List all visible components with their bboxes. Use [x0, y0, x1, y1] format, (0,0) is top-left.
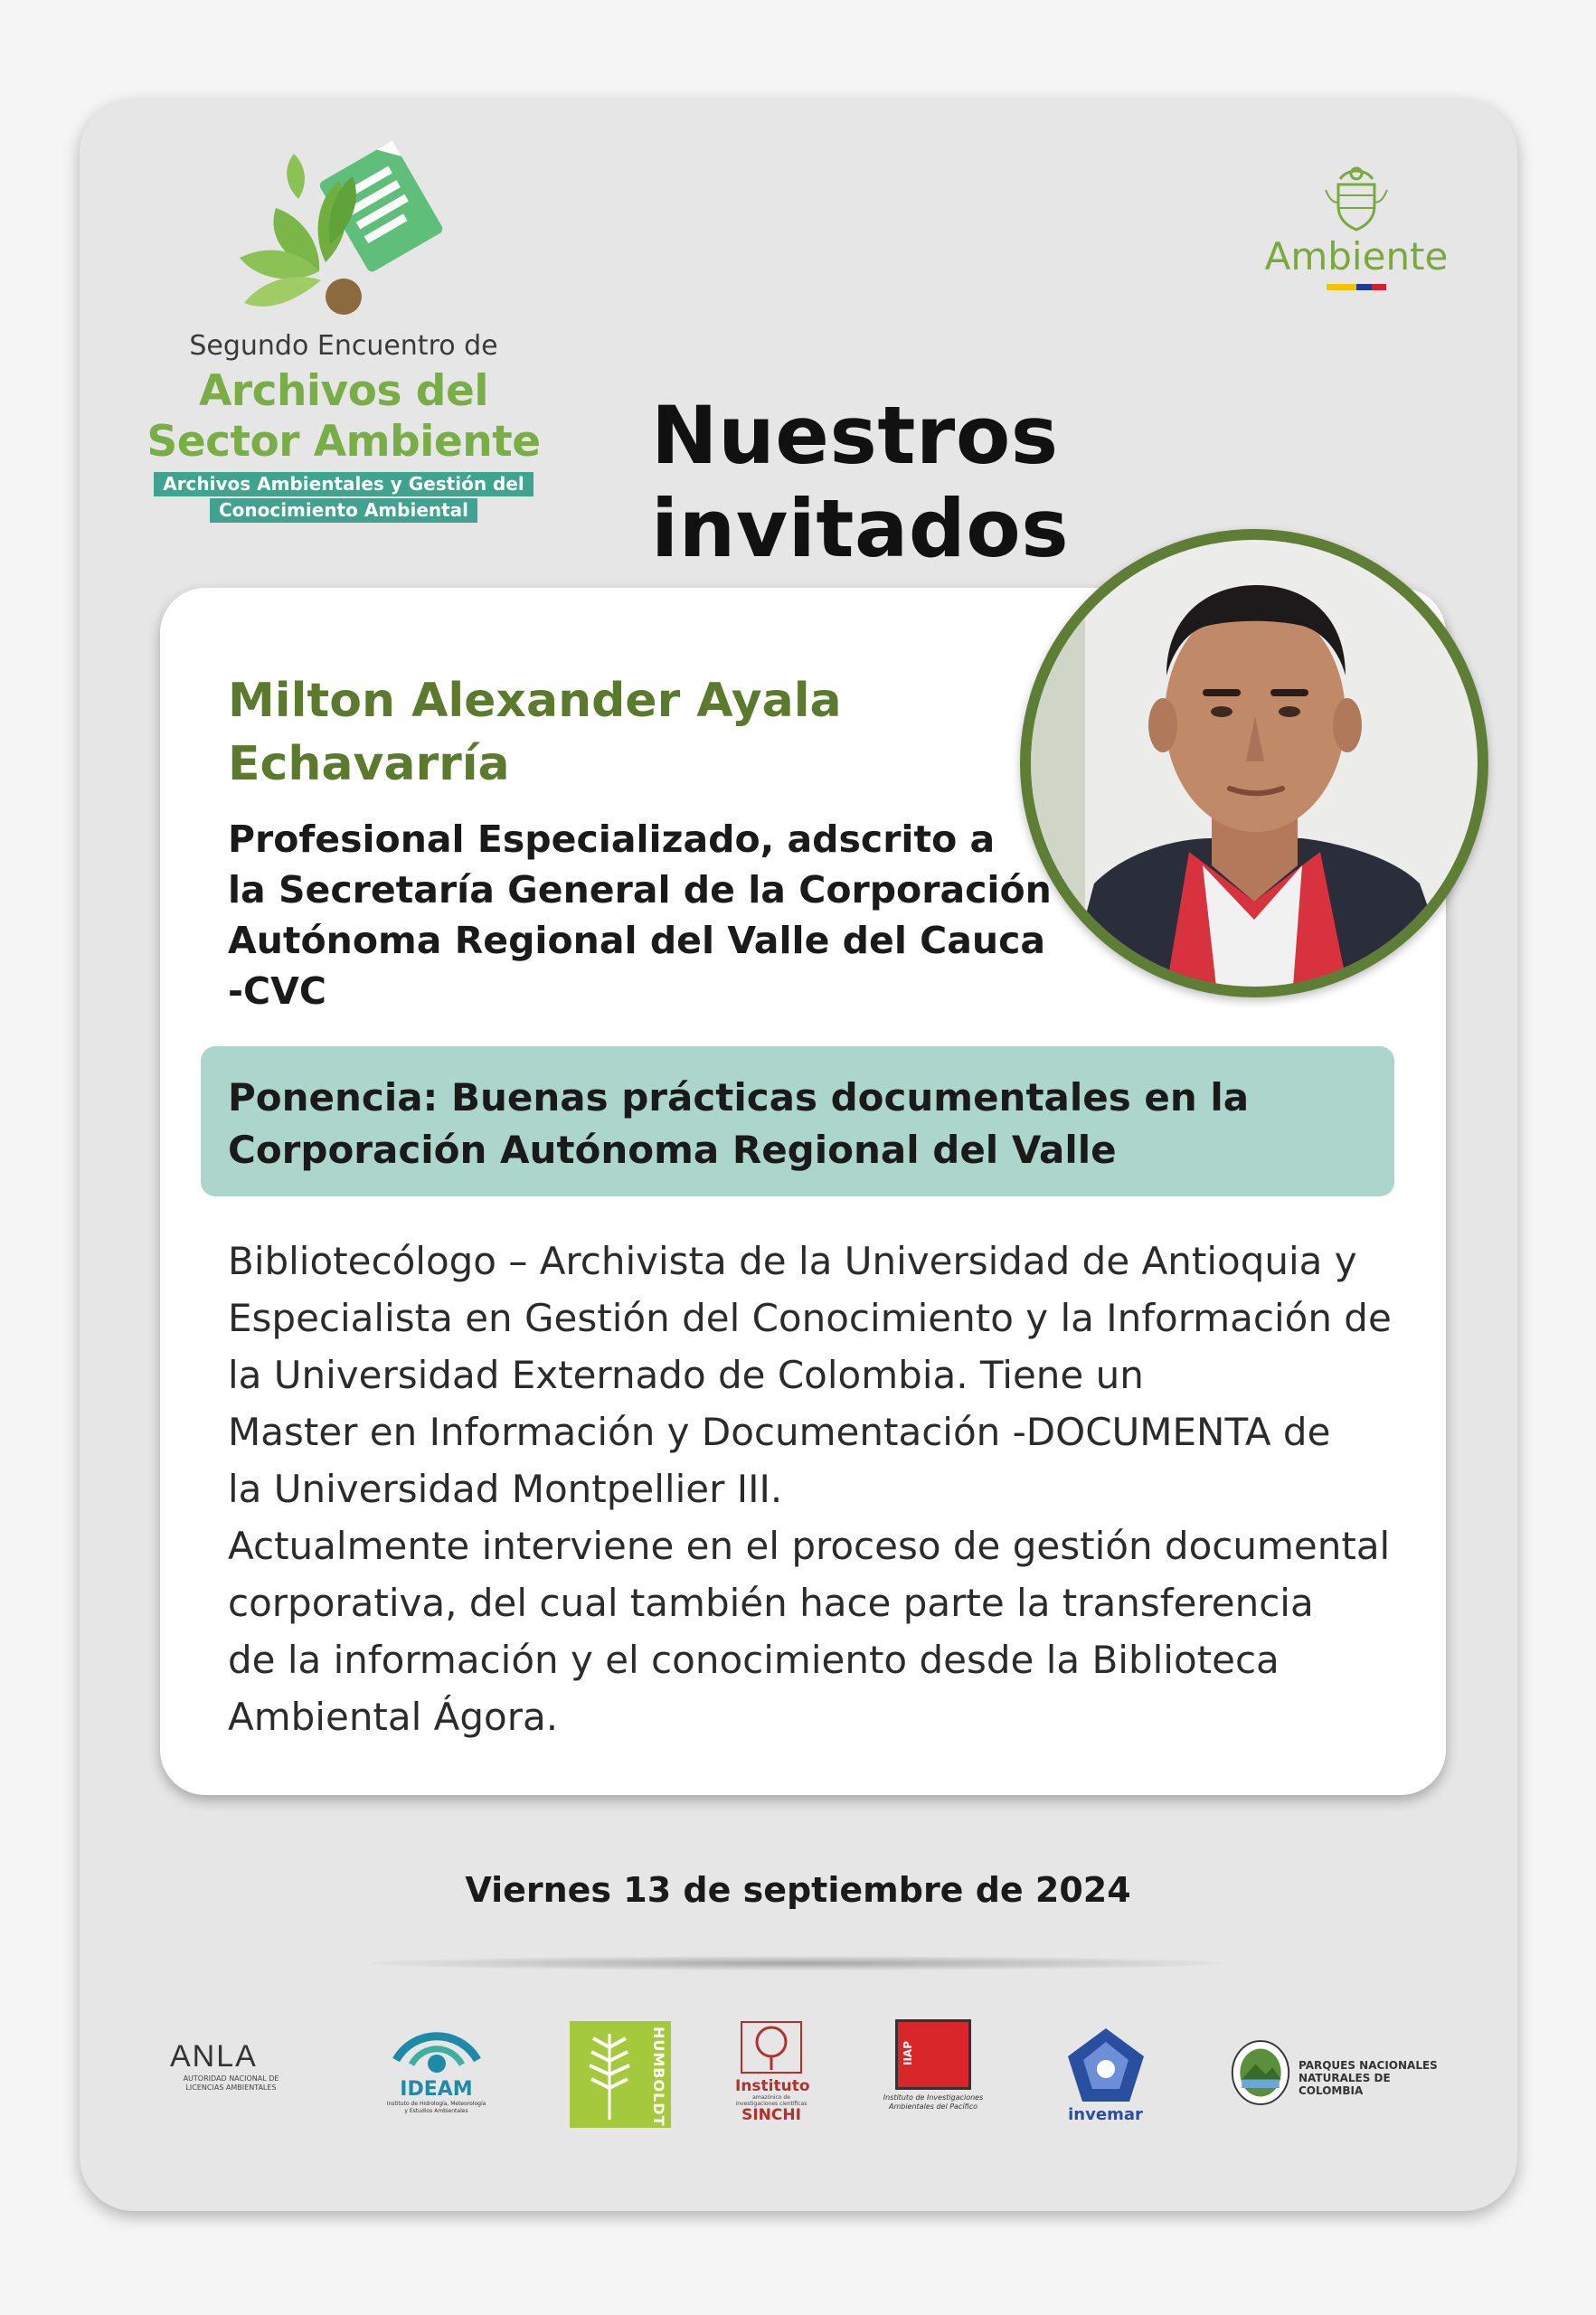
invemar-logo [1062, 2026, 1148, 2130]
iiap-caption [880, 2093, 987, 2112]
anla-caption: AUTORIDAD NACIONAL DE LICENCIAS AMBIENTALES [183, 2074, 279, 2092]
speaker-name-line1: Milton Alexander Ayala [228, 674, 842, 728]
sinchi-tree-icon [740, 2020, 803, 2074]
flag-yellow [1327, 284, 1356, 290]
talk-title-line2: Corporación Autónoma Regional del Valle [228, 1128, 1117, 1172]
ideam-wordmark: IDEAM [400, 2078, 473, 2101]
pnn-badge-icon [1230, 2037, 1291, 2108]
leaves-document-icon [231, 136, 448, 326]
bio-line: Bibliotecólogo – Archivista de la Universidad de Antioquia y [228, 1239, 1357, 1283]
flag-red [1372, 284, 1387, 290]
anla-wordmark: ANLA [170, 2039, 258, 2074]
page-title: Nuestros invitados [651, 389, 1070, 575]
humboldt-wordmark: HUMBOLDT [650, 2027, 667, 2127]
coat-of-arms-icon [1322, 163, 1391, 235]
iiap-emblem [895, 2019, 971, 2090]
talk-banner [201, 1046, 1394, 1196]
speaker-role-line: la Secretaría General de la Corporación [228, 868, 1052, 912]
bio-line: corporativa, del cual también hace parte la transferencia [228, 1581, 1314, 1625]
humboldt-logo [570, 2021, 671, 2128]
sinchi-wordmark-1: Instituto [735, 2077, 810, 2095]
bio-line: la Universidad Externado de Colombia. Tiene un [228, 1353, 1144, 1397]
speaker-name [228, 669, 1042, 796]
colombia-flag-bar [1327, 284, 1386, 290]
flag-blue [1356, 284, 1372, 290]
bio-line: la Universidad Montpellier III. [228, 1467, 783, 1511]
event-title-line1: Archivos del [199, 366, 488, 416]
ministry-logo [1248, 163, 1465, 307]
speaker-role-line: Profesional Especializado, adscrito a [228, 817, 996, 861]
speaker-name-line2: Echavarría [228, 737, 510, 791]
speaker-role-line: -CVC [228, 969, 326, 1013]
ideam-caption: Instituto de Hidrología, Meteorología y Estudios Ambientales [386, 2101, 486, 2114]
event-date: Viernes 13 de septiembre de 2024 [465, 1870, 1131, 1910]
bio-line: Especialista en Gestión del Conocimiento y la Información de [228, 1296, 1392, 1340]
shadow-divider [371, 1956, 1225, 1970]
sinchi-wordmark-2: SINCHI [741, 2106, 801, 2124]
event-title-line2: Sector Ambiente [146, 417, 541, 467]
invemar-wordmark: invemar [1068, 2105, 1143, 2124]
invemar-star-icon [1065, 2026, 1147, 2107]
ministry-name: Ambiente [1264, 234, 1449, 279]
wheat-icon [573, 2025, 646, 2124]
iiap-logo [880, 2019, 987, 2128]
iiap-wordmark: IIAP [902, 2040, 914, 2065]
bio-line: Ambiental Ágora. [228, 1695, 559, 1739]
ideam-eye-icon [392, 2024, 482, 2078]
speaker-bio [228, 1233, 1431, 1745]
ideam-logo [384, 2024, 488, 2123]
bio-line: Actualmente interviene en el proceso de gestión documental [228, 1524, 1391, 1568]
speaker-role [228, 814, 1060, 1016]
event-subtitle-line1: Archivos Ambientales y Gestión del [154, 472, 534, 496]
event-logo [109, 136, 570, 534]
pnn-wordmark-line1: PARQUES NACIONALES [1299, 2059, 1438, 2072]
speaker-portrait-icon [1031, 540, 1478, 987]
pnn-wordmark [1299, 2059, 1438, 2097]
pnn-logo [1230, 2037, 1438, 2110]
sinchi-logo [735, 2020, 810, 2129]
bio-line: Master en Información y Documentación -DOCUMENTA de [228, 1410, 1331, 1454]
sinchi-caption: amazónico de investigaciones científicas [735, 2094, 807, 2107]
speaker-photo [1020, 529, 1488, 997]
pnn-wordmark-line2: NATURALES DE COLOMBIA [1299, 2072, 1391, 2097]
talk-title-line1: Ponencia: Buenas prácticas documentales en la [228, 1075, 1250, 1120]
event-subtitle-line2: Conocimiento Ambiental [210, 498, 477, 523]
event-pretitle: Segundo Encuentro de [189, 330, 498, 362]
event-title [109, 366, 579, 468]
event-subtitle [109, 472, 579, 523]
speaker-role-line: Autónoma Regional del Valle del Cauca [228, 919, 1046, 962]
iiap-caption-line1: Instituto de Investigaciones [883, 2093, 984, 2102]
bio-line: de la información y el conocimiento desde la Biblioteca [228, 1638, 1280, 1682]
iiap-caption-line2: Ambientales del Pacífico [888, 2102, 978, 2111]
talk-title [228, 1072, 1385, 1176]
anla-logo [170, 2039, 292, 2093]
